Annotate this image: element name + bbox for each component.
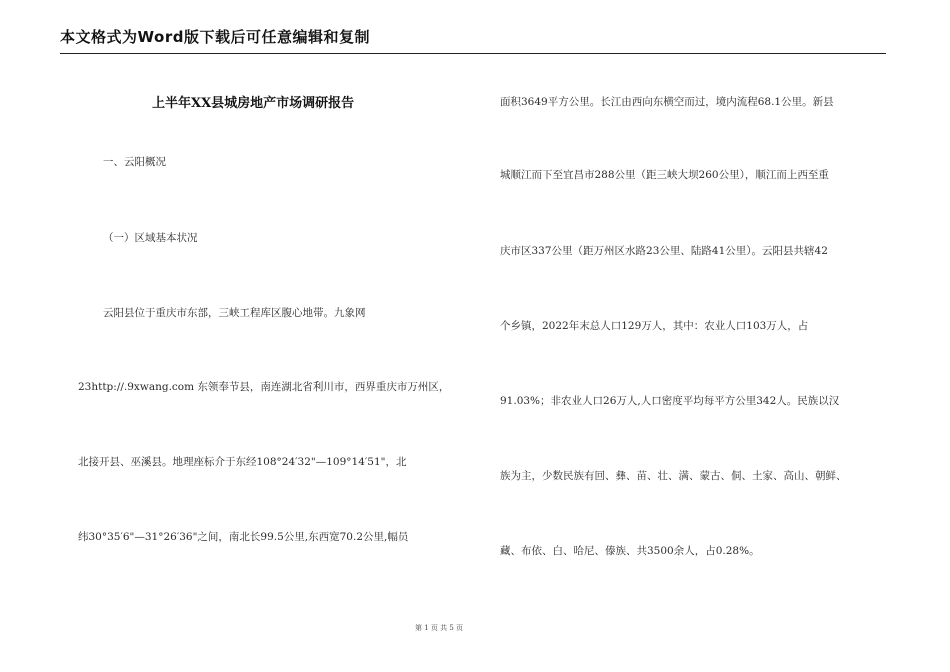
body-paragraph-line: 云阳县位于重庆市东部，三峡工程库区腹心地带。九象网 <box>103 307 366 319</box>
body-paragraph-line: 城顺江而下至宜昌市288公里（距三峡大坝260公里），顺江而上西至重 <box>500 169 829 181</box>
body-paragraph-line: 北接开县、巫溪县。地理座标介于东经108°24′32"—109°14′51"，北 <box>78 456 407 468</box>
body-paragraph-line: 纬30°35′6"—31°26′36"之间，南北长99.5公里,东西宽70.2公里,幅员 <box>78 531 409 543</box>
header-divider <box>60 53 886 54</box>
body-paragraph-line: 91.03%；非农业人口26万人,人口密度平均每平方公里342人。民族以汉 <box>500 395 840 407</box>
body-paragraph-line: 面积3649平方公里。长江由西向东横空而过，境内流程68.1公里。新县 <box>500 96 834 108</box>
body-paragraph-line: 藏、布依、白、哈尼、傣族、共3500余人，占0.28%。 <box>500 545 760 557</box>
body-paragraph-line: 庆市区337公里（距万州区水路23公里、陆路41公里）。云阳县共辖42 <box>500 245 828 257</box>
header-banner: 本文格式为Word版下载后可任意编辑和复制 <box>60 28 370 46</box>
body-paragraph-line: 族为主，少数民族有回、彝、苗、壮、满、蒙古、侗、土家、高山、朝鲜、 <box>500 470 847 482</box>
subsection-heading: （一）区域基本状况 <box>103 232 198 244</box>
document-title: 上半年XX县城房地产市场调研报告 <box>152 96 355 111</box>
body-paragraph-line: 23http://.9xwang.com 东领奉节县，南连湖北省利川市，西界重庆市万州区， <box>78 381 450 393</box>
section-heading: 一、云阳概况 <box>103 156 166 168</box>
body-paragraph-line: 个乡镇，2022年末总人口129万人，其中：农业人口103万人，占 <box>500 320 809 332</box>
page-number-footer: 第 1 页 共 5 页 <box>415 624 464 632</box>
